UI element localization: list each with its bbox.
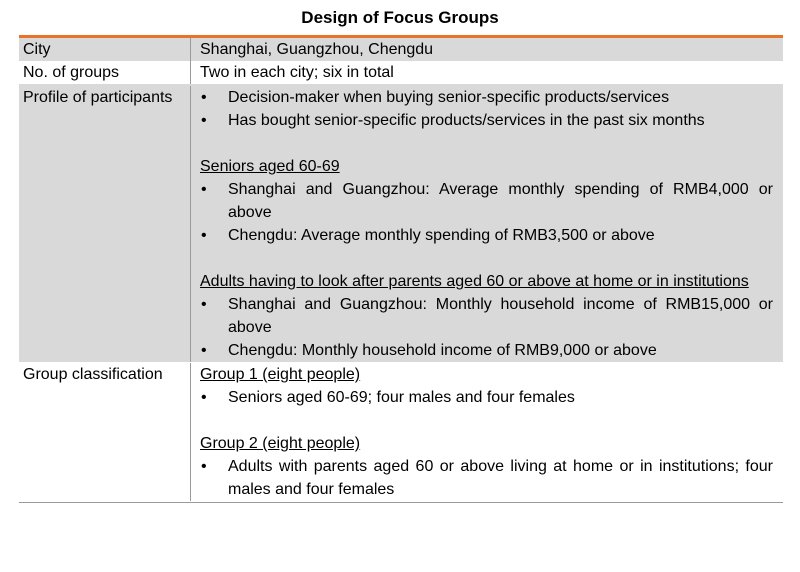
seniors-heading: Seniors aged 60-69 bbox=[200, 158, 340, 175]
list-item: • Chengdu: Average monthly spending of RMB3,500 or above bbox=[200, 224, 773, 247]
list-item: • Chengdu: Monthly household income of RMB9,000 or above bbox=[200, 339, 773, 362]
list-item: • Adults with parents aged 60 or above living at home or in institutions; four males and four females bbox=[200, 455, 773, 501]
group2-list bbox=[200, 455, 773, 501]
list-item: • Shanghai and Guangzhou: Average monthly spending of RMB4,000 or above bbox=[200, 178, 773, 224]
table-row-classification bbox=[19, 362, 783, 503]
classification-value bbox=[191, 363, 783, 501]
table-row-city bbox=[19, 38, 783, 61]
groups-label: No. of groups bbox=[19, 61, 191, 84]
table-row-profile bbox=[19, 84, 783, 362]
profile-value bbox=[191, 86, 783, 362]
group2-heading: Group 2 (eight people) bbox=[200, 435, 361, 452]
focus-groups-table bbox=[19, 35, 783, 503]
groups-value: Two in each city; six in total bbox=[200, 64, 394, 81]
list-item: • Seniors aged 60-69; four males and four females bbox=[200, 386, 773, 409]
city-value: Shanghai, Guangzhou, Chengdu bbox=[200, 41, 434, 58]
city-label: City bbox=[19, 38, 191, 61]
list-item: • Shanghai and Guangzhou: Monthly household income of RMB15,000 or above bbox=[200, 293, 773, 339]
profile-general-list bbox=[200, 86, 773, 132]
seniors-list bbox=[200, 178, 773, 247]
classification-label: Group classification bbox=[19, 363, 191, 501]
table-row-groups bbox=[19, 61, 783, 84]
group1-heading: Group 1 (eight people) bbox=[200, 366, 361, 383]
group1-list bbox=[200, 386, 773, 409]
adults-heading: Adults having to look after parents aged 60 or above at home or in institutions bbox=[200, 273, 749, 290]
table-title: Design of Focus Groups bbox=[301, 8, 499, 27]
list-item: • Has bought senior-specific products/services in the past six months bbox=[200, 109, 773, 132]
adults-list bbox=[200, 293, 773, 362]
profile-label: Profile of participants bbox=[19, 86, 191, 362]
list-item: • Decision-maker when buying senior-specific products/services bbox=[200, 86, 773, 109]
